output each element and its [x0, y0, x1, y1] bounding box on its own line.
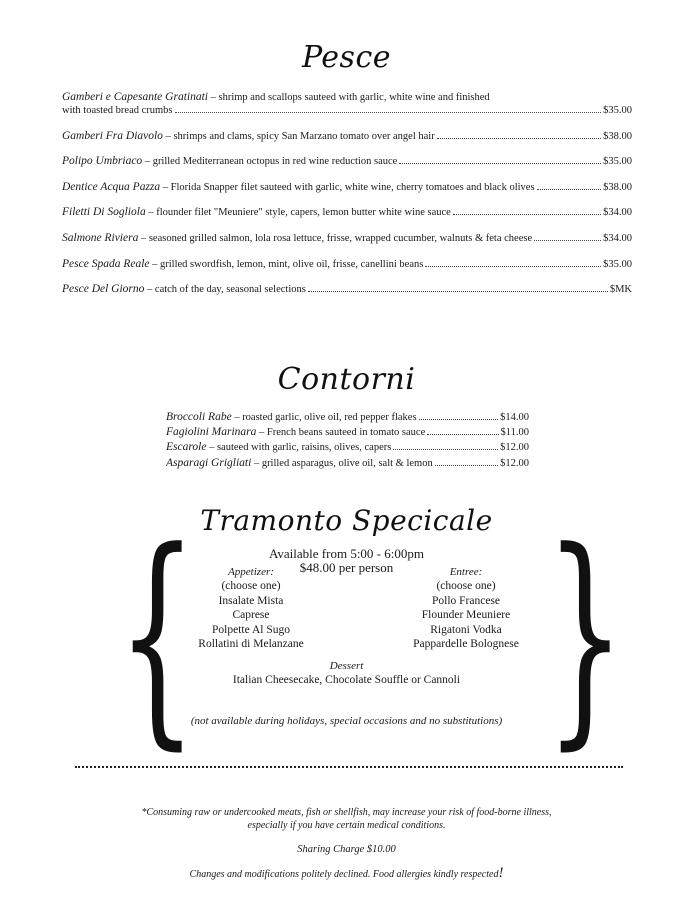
- item-price: $35.00: [603, 105, 632, 116]
- item-name: Salmone Riviera: [62, 231, 139, 244]
- dot-leader: [419, 419, 499, 420]
- dot-leader: [425, 266, 601, 267]
- item-name: Asparagi Grigliati: [166, 456, 252, 469]
- dot-leader: [427, 434, 498, 435]
- entree-choose: (choose one): [436, 580, 496, 593]
- special-hours: Available from 5:00 - 6:00pm: [268, 546, 424, 561]
- dot-leader: [453, 214, 601, 215]
- right-curly-brace: }: [544, 503, 626, 770]
- entree-heading: Entree:: [449, 566, 483, 578]
- item-name: Escarole: [166, 441, 207, 454]
- menu-item: [62, 91, 632, 117]
- food-safety-warning: [0, 806, 693, 832]
- item-price: $12.00: [500, 457, 529, 469]
- menu-item: [166, 441, 529, 454]
- menu-item: [62, 232, 632, 245]
- dot-leader: [537, 189, 602, 190]
- dot-leader: [435, 465, 498, 466]
- list-item: Pappardelle Bolognese: [413, 638, 519, 651]
- item-description: – flounder filet "Meuniere" style, capers, lemon butter white wine sauce: [145, 207, 451, 219]
- left-curly-brace: {: [116, 503, 198, 770]
- list-item: Rollatini di Melanzane: [198, 638, 304, 651]
- changes-policy: [0, 867, 693, 881]
- dot-leader: [393, 449, 498, 450]
- changes-text: Changes and modifications politely declined. Food allergies kindly respected: [189, 869, 499, 880]
- item-price: $14.00: [500, 412, 529, 423]
- list-item: Insalate Mista: [218, 594, 284, 607]
- item-price: $38.00: [603, 130, 632, 142]
- dessert-heading: Dessert: [329, 660, 364, 672]
- list-item: Rigatoni Vodka: [430, 623, 502, 636]
- item-name: Gamberi e Capesante Gratinati: [62, 91, 208, 103]
- item-name: Fagiolini Marinara: [166, 426, 257, 439]
- item-description: – grilled asparagus, olive oil, salt & lemon: [251, 457, 433, 469]
- menu-item: [62, 206, 632, 219]
- item-description: – roasted garlic, olive oil, red pepper flakes: [231, 412, 417, 423]
- special-availability: [0, 547, 693, 575]
- dotted-divider: [75, 766, 623, 768]
- warning-line: especially if you have certain medical conditions.: [247, 820, 446, 831]
- item-name: Dentice Acqua Pazza: [62, 180, 161, 193]
- menu-item: [166, 457, 529, 470]
- contorni-menu-list: [166, 411, 529, 472]
- item-price: $34.00: [603, 232, 632, 244]
- list-item: Polpette Al Sugo: [212, 623, 290, 636]
- list-item: Flounder Meuniere: [421, 609, 511, 622]
- sharing-charge: Sharing Charge $10.00: [297, 844, 396, 855]
- item-name: Broccoli Rabe: [166, 411, 232, 423]
- item-name: Polipo Umbriaco: [62, 155, 143, 168]
- dot-leader: [437, 138, 601, 139]
- contorni-section-title: Contorni: [277, 362, 416, 397]
- menu-item: [62, 283, 632, 296]
- dessert-options: Italian Cheesecake, Chocolate Souffle or Cannoli: [232, 674, 461, 686]
- dot-leader: [534, 240, 601, 241]
- item-description: – grilled swordfish, lemon, mint, olive oil, frisse, canellini beans: [149, 258, 424, 270]
- item-price: $35.00: [603, 156, 632, 168]
- item-price: $12.00: [500, 442, 529, 454]
- appetizer-choose: (choose one): [221, 580, 281, 593]
- item-description: – grilled Mediterranean octopus in red wine reduction sauce: [142, 156, 398, 168]
- list-item: Caprese: [232, 609, 270, 622]
- item-name: Pesce Spada Reale: [62, 257, 150, 270]
- menu-item: [62, 181, 632, 194]
- item-name: Gamberi Fra Diavolo: [62, 129, 163, 142]
- item-price: $11.00: [500, 427, 529, 439]
- entree-column: [396, 565, 536, 651]
- appetizer-column: [186, 565, 316, 651]
- item-description-cont: with toasted bread crumbs: [62, 105, 173, 116]
- item-name: Pesce Del Giorno: [62, 283, 145, 296]
- item-description: – seasoned grilled salmon, lola rosa lettuce, frisse, wrapped cucumber, walnuts & feta cheese: [138, 232, 533, 244]
- item-description: – Florida Snapper filet sauteed with garlic, white wine, cherry tomatoes and black olives: [160, 181, 535, 193]
- warning-line: *Consuming raw or undercooked meats, fish or shellfish, may increase your risk of food-borne illness,: [141, 807, 552, 818]
- menu-item: [62, 258, 632, 271]
- special-restrictions-note: (not available during holidays, special occasions and no substitutions): [190, 715, 503, 727]
- item-description: – catch of the day, seasonal selections: [144, 284, 306, 296]
- menu-item: [62, 130, 632, 143]
- dot-leader: [175, 112, 602, 113]
- item-price: $MK: [609, 284, 632, 296]
- special-price: $48.00 per person: [299, 560, 394, 575]
- item-description: – French beans sauteed in tomato sauce: [256, 427, 426, 439]
- item-description: – shrimp and scallops sauteed with garlic, white wine and finished: [207, 92, 490, 103]
- menu-item: [166, 426, 529, 439]
- pesce-menu-list: [62, 91, 632, 309]
- dot-leader: [308, 291, 608, 292]
- appetizer-heading: Appetizer:: [228, 566, 274, 578]
- dot-leader: [399, 163, 601, 164]
- list-item: Pollo Francese: [431, 594, 501, 607]
- item-description: – sauteed with garlic, raisins, olives, capers: [206, 442, 392, 454]
- item-name: Filetti Di Sogliola: [62, 206, 146, 219]
- menu-item: [62, 155, 632, 168]
- special-section-title: Tramonto Specicale: [200, 504, 493, 537]
- item-description: – shrimps and clams, spicy San Marzano tomato over angel hair: [162, 130, 435, 142]
- item-price: $38.00: [603, 181, 632, 193]
- item-price: $35.00: [603, 258, 632, 270]
- menu-item: [166, 411, 529, 424]
- item-price: $34.00: [603, 207, 632, 219]
- pesce-section-title: Pesce: [301, 40, 392, 75]
- exclamation-mark: !: [498, 865, 504, 881]
